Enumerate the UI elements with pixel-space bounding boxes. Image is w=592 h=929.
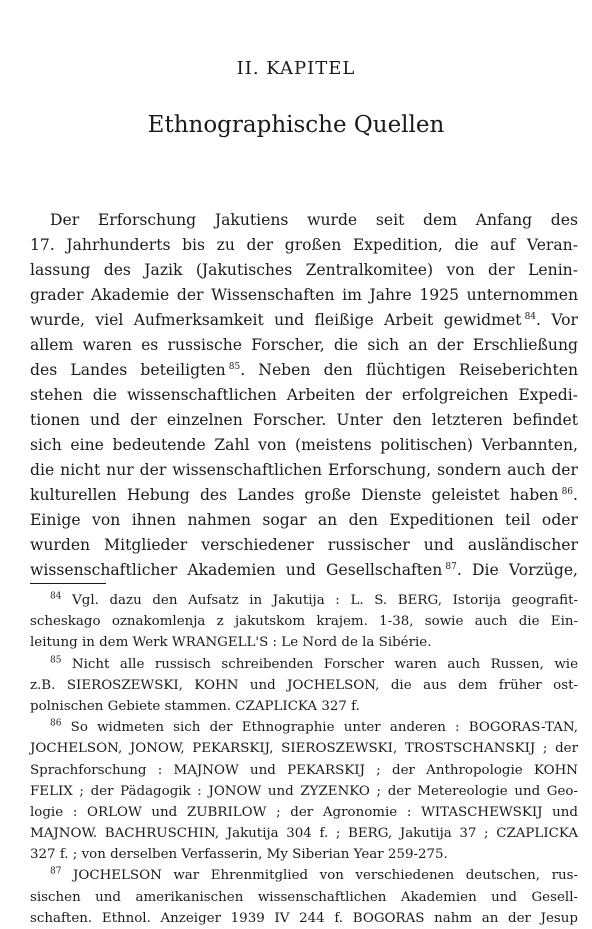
- body-line: 17. Jahrhunderts bis zu der großen Expedition, die auf Veran-: [30, 236, 578, 254]
- body-line: Der Erforschung Jakutiens wurde seit dem Anfang des: [50, 211, 578, 229]
- body-line: tionen und der einzelnen Forscher. Unter den letzteren befindet: [30, 411, 578, 429]
- body-line: wurden Mitglieder verschiedener russischer und ausländischer: [30, 536, 578, 554]
- body-line: des Landes beteiligten $^{85}$. Neben den flüchtigen Reiseberichten: [30, 361, 579, 379]
- footnotes: [30, 590, 578, 929]
- footnote-line: z.B. SIEROSZEWSKI, KOHN und JOCHELSON, die aus dem früher ost-: [30, 677, 578, 693]
- footnote-line: FELIX ; der Pädagogik : JONOW und ZYZENKO ; der Metereologie und Geo-: [30, 783, 578, 799]
- body-line: stehen die wissenschaftlichen Arbeiten der erfolgreichen Expedi-: [30, 386, 578, 404]
- footnote-line: $^{87}$ JOCHELSON war Ehrenmitglied von verschiedenen deutschen, rus-: [50, 866, 578, 884]
- body-line: lassung des Jazik (Jakutisches Zentralkomitee) von der Lenin-: [30, 261, 578, 279]
- footnote-divider: [30, 583, 106, 584]
- body-line: wissenschaftlicher Akademien und Gesellschaften $^{87}$. Die Vorzüge,: [30, 561, 579, 579]
- footnote-line: scheskago oznakomlenja z jakutskom krajem. 1-38, sowie auch die Ein-: [30, 614, 578, 630]
- body-text: [30, 208, 578, 583]
- footnote-line: polnischen Gebiete stammen. CZAPLICKA 327 f.: [30, 698, 360, 714]
- footnote-line: MAJNOW. BACHRUSCHIN, Jakutija 304 f. ; BERG, Jakutija 37 ; CZAPLICKA: [30, 826, 578, 842]
- footnote-line: $^{86}$ So widmeten sich der Ethnographie unter anderen : BOGORAS-TAN,: [50, 718, 578, 736]
- footnote-line: $^{85}$ Nicht alle russisch schreibenden Forscher waren auch Russen, wie: [50, 655, 578, 672]
- footnote-line: schaften. Ethnol. Anzeiger 1939 IV 244 f. BOGORAS nahm an der Jesup: [30, 910, 578, 926]
- body-line: die nicht nur der wissenschaftlichen Erforschung, sondern auch der: [30, 461, 578, 479]
- body-line: kulturellen Hebung des Landes große Dienste geleistet haben $^{86}$.: [30, 486, 578, 504]
- footnote-line: $^{84}$ Vgl. dazu den Aufsatz in Jakutija : L. S. BERG, Istorija geografit-: [50, 591, 578, 608]
- footnote-line: logie : ORLOW und ZUBRILOW ; der Agronomie : WITASCHEWSKIJ und: [30, 804, 578, 820]
- footnote-line: JOCHELSON, JONOW, PEKARSKIJ, SIEROSZEWSKI, TROSTSCHANSKIJ ; der: [30, 741, 578, 757]
- chapter-title: Ethnographische Quellen: [147, 112, 445, 138]
- footnote-line: leitung in dem Werk WRANGELL'S : Le Nord de la Sibérie.: [30, 635, 432, 651]
- footnote-line: 327 f. ; von derselben Verfasserin, My Siberian Year 259-275.: [30, 847, 448, 863]
- body-line: wurde, viel Aufmerksamkeit und fleißige Arbeit gewidmet $^{84}$. Vor: [30, 311, 578, 329]
- body-line: Einige von ihnen nahmen sogar an den Expeditionen teil oder: [30, 511, 578, 529]
- footnote-line: Sprachforschung : MAJNOW und PEKARSKIJ ; der Anthropologie KOHN: [30, 762, 578, 778]
- footnote-line: sischen und amerikanischen wissenschaftlichen Akademien und Gesell-: [30, 889, 578, 905]
- body-line: allem waren es russische Forscher, die sich an der Erschließung: [30, 336, 578, 354]
- body-line: sich eine bedeutende Zahl von (meistens politischen) Verbannten,: [30, 436, 578, 454]
- chapter-heading: II. KAPITEL: [236, 58, 356, 79]
- body-line: grader Akademie der Wissenschaften im Jahre 1925 unternommen: [30, 286, 578, 304]
